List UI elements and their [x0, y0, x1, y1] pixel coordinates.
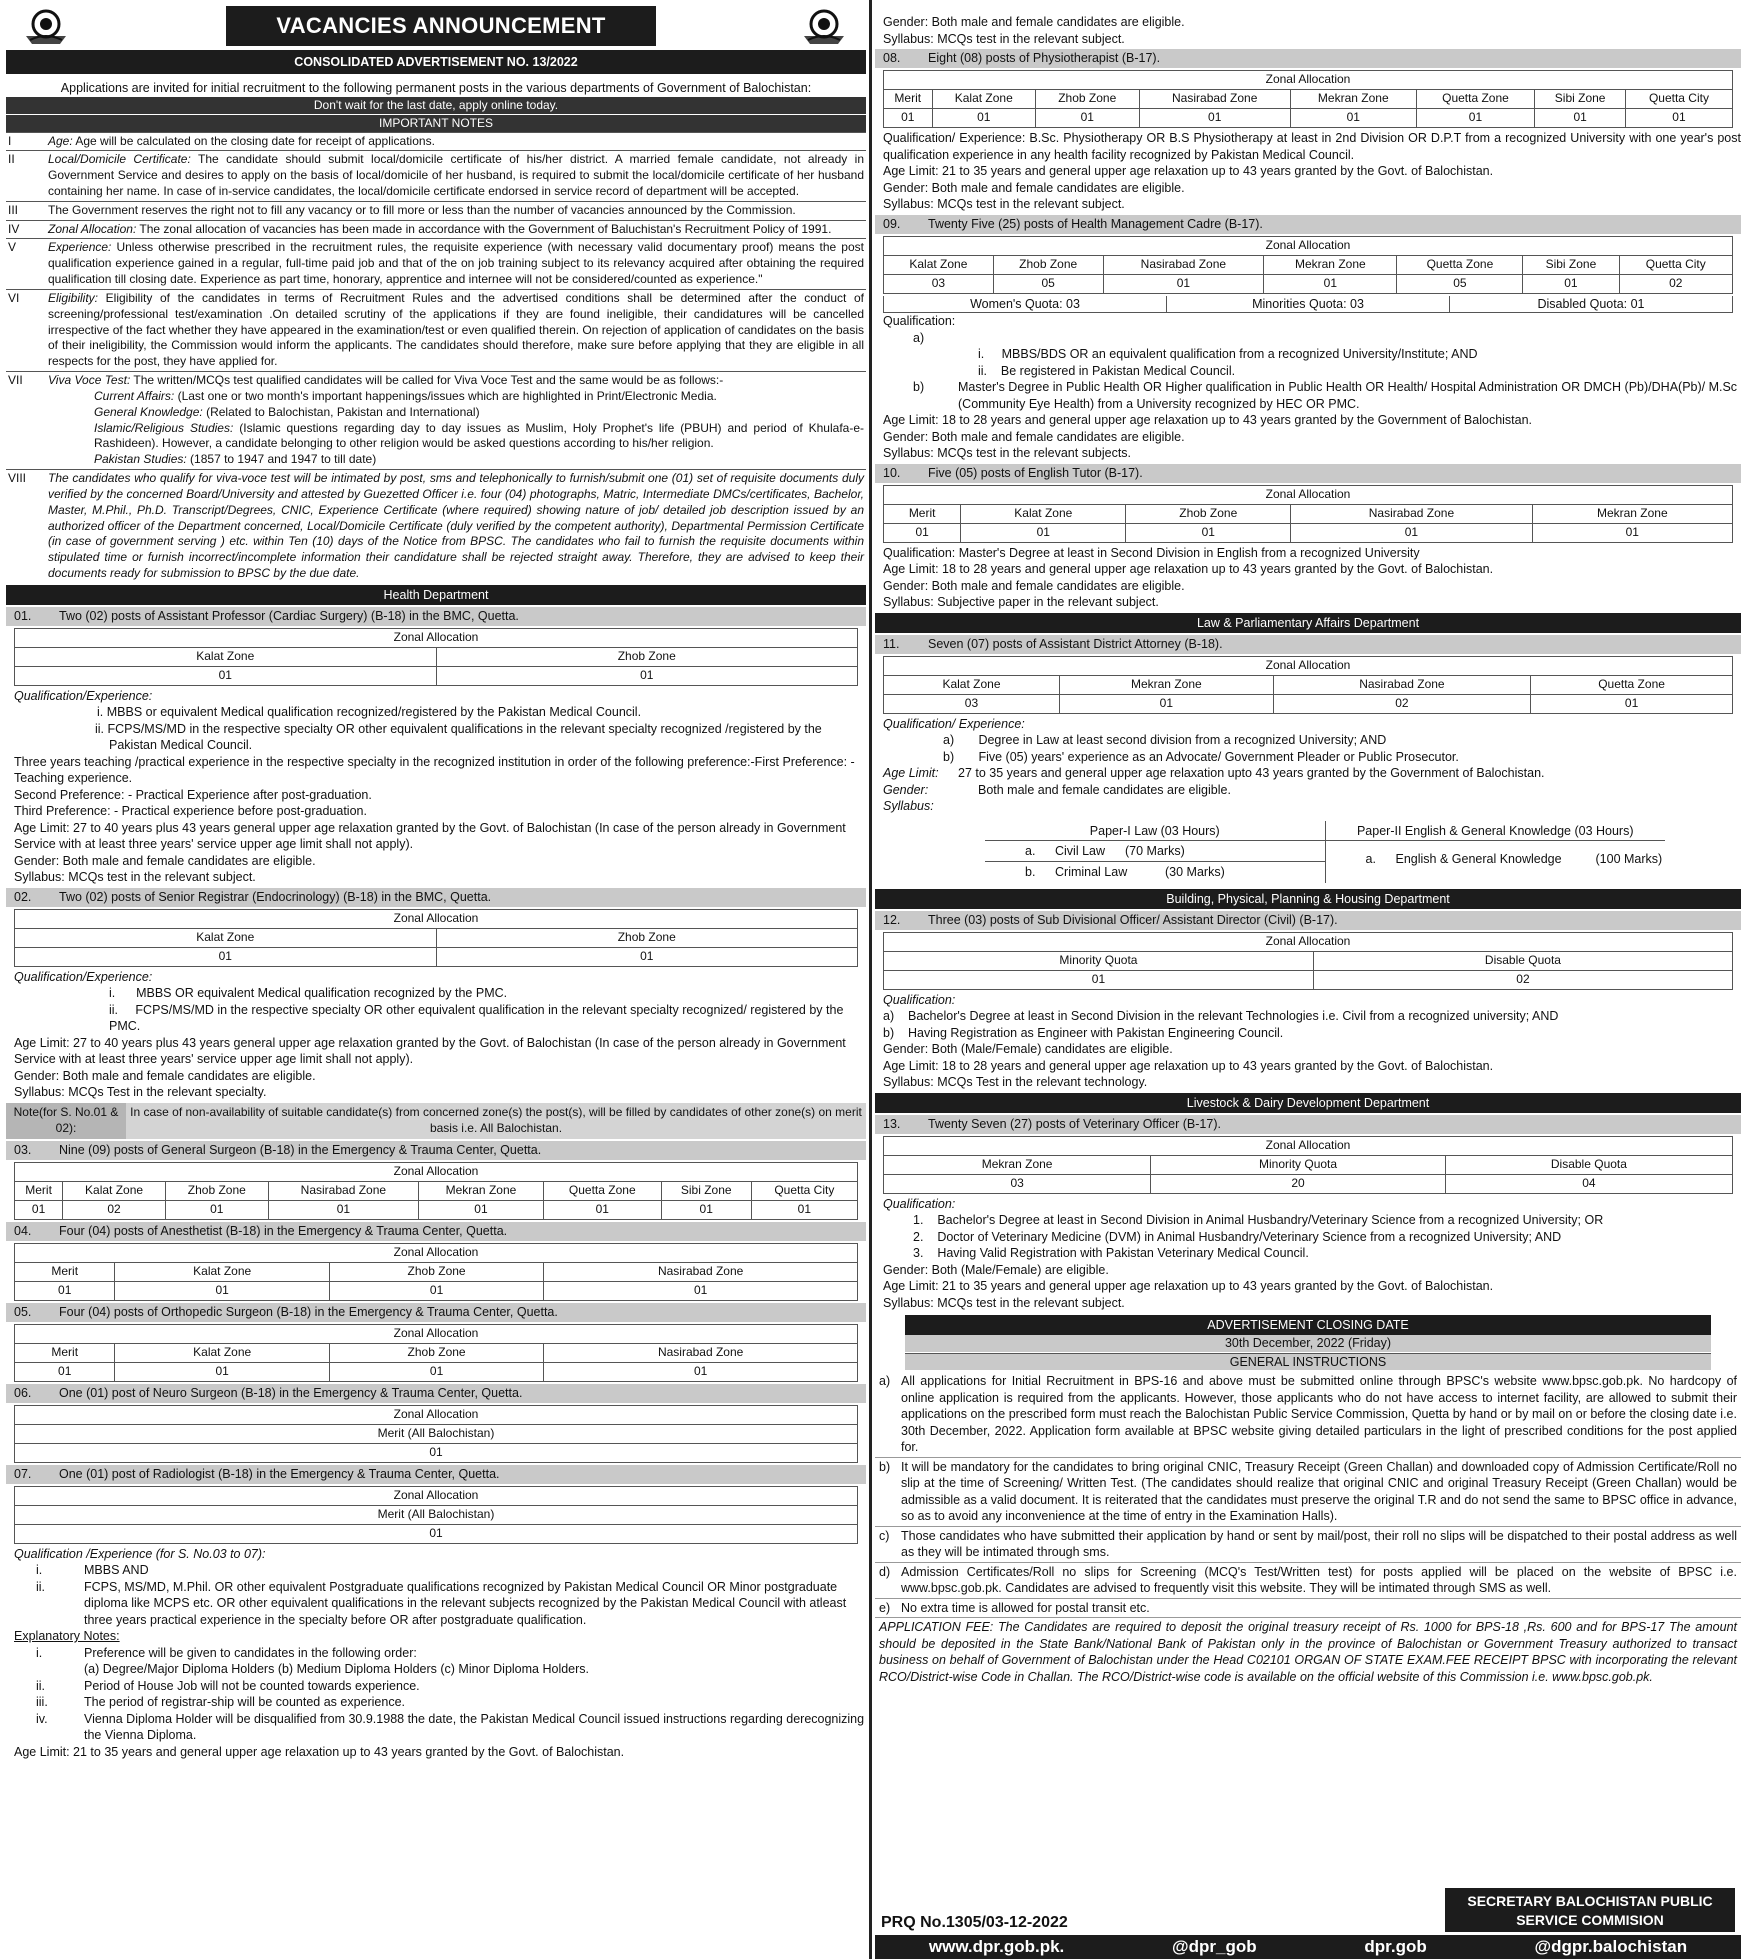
zonal-allocation-header: Zonal Allocation	[15, 1405, 858, 1424]
livestock-department-heading: Livestock & Dairy Development Department	[875, 1093, 1741, 1113]
zone-count: 01	[1036, 109, 1140, 128]
note-s01-02: Note(for S. No.01 & 02): In case of non-availability of suitable candidate(s) from concerned zone(s) the post(s), will be filled by candidates of other zone(s) on merit basis i.e. All Balochistan.	[6, 1103, 866, 1139]
zone-header: Disable Quota	[1445, 1155, 1732, 1174]
post-08-qualification: Qualification/ Experience: B.Sc. Physiotherapy OR B.S Physiotherapy at least in 2nd Division OR D.P.T from a recognized University with one year's post qualification experience in any health facility recognized by Pakistan Medical Council. Age Limit: 21 to 35 years and general upper age relaxation up to 43 years granted by the Govt. of Balochistan. Gender: Both male and female candidates are eligible. Syllabus: MCQs test in the relevant subject.	[883, 131, 1741, 211]
zonal-allocation-header: Zonal Allocation	[15, 628, 858, 647]
zone-header: Mekran Zone	[1059, 675, 1273, 694]
zone-count: 04	[1445, 1174, 1732, 1193]
important-notes-heading: IMPORTANT NOTES	[6, 115, 866, 132]
zone-header: Kalat Zone	[15, 647, 437, 666]
zone-count: 01	[1264, 274, 1397, 293]
zone-count: 01	[543, 1200, 661, 1219]
post-05-zonal-table	[14, 1324, 858, 1382]
advertisement-number: CONSOLIDATED ADVERTISEMENT NO. 13/2022	[6, 50, 866, 74]
post-01-zonal-table	[14, 628, 858, 686]
zone-count: 01	[15, 1281, 115, 1300]
page-title: VACANCIES ANNOUNCEMENT	[226, 6, 656, 46]
zone-header: Quetta City	[751, 1181, 857, 1200]
zone-count: 01	[1523, 274, 1619, 293]
apply-online-banner: Don't wait for the last date, apply online today.	[6, 97, 866, 114]
zone-count: 05	[1397, 274, 1523, 293]
post-07-heading: 07. One (01) post of Radiologist (B-18) in the Emergency & Trauma Center, Quetta.	[6, 1465, 866, 1484]
post-07-tail: Gender: Both male and female candidates are eligible. Syllabus: MCQs test in the relevant subject.	[883, 15, 1185, 46]
zone-header: Minority Quota	[1151, 1155, 1446, 1174]
zone-header: Mekran Zone	[884, 1155, 1151, 1174]
zone-count: 01	[329, 1281, 543, 1300]
zone-count: 01	[884, 109, 933, 128]
facebook-link[interactable]: @dgpr.balochistan	[1534, 1936, 1688, 1956]
zone-count: 01	[15, 1443, 858, 1462]
zone-header: Zhob Zone	[436, 928, 858, 947]
zone-count: 01	[1103, 274, 1264, 293]
zone-count: 01	[751, 1200, 857, 1219]
zone-header: Merit	[15, 1181, 63, 1200]
zone-count: 01	[15, 666, 437, 685]
website-link[interactable]: www.dpr.gob.pk.	[928, 1936, 1065, 1956]
zone-count: 01	[419, 1200, 544, 1219]
zone-header: Kalat Zone	[115, 1262, 329, 1281]
zone-count: 01	[15, 1524, 858, 1543]
zone-header: Kalat Zone	[961, 504, 1126, 523]
general-instructions-heading: GENERAL INSTRUCTIONS	[905, 1353, 1711, 1371]
zone-count: 01	[1532, 523, 1732, 542]
post-08-heading: 08. Eight (08) posts of Physiotherapist (B-17).	[875, 49, 1741, 68]
post-02-qualification: Qualification/Experience: i. MBBS OR equivalent Medical qualification recognized by the PMC. ii. FCPS/MS/MD in the respective specialty OR other equivalent qualification in the relevant specialty recognized/ registered by the PMC. Age Limit: 27 to 40 years plus 43 years general upper age relaxation granted by the Govt. of Balochistan (In case of the person already in Government Service with at least three years' service upper age limit shall not apply). Gender: Both male and female candidates are eligible. Syllabus: MCQs Test in the relevant specialty.	[14, 969, 846, 1100]
building-department-heading: Building, Physical, Planning & Housing Department	[875, 889, 1741, 909]
zonal-allocation-header: Zonal Allocation	[884, 1136, 1733, 1155]
bpsc-logo-right	[798, 6, 850, 48]
post-03-07-qualification: Qualification /Experience (for S. No.03 to 07): i. MBBS AND ii. FCPS, MS/MD, M.Phil. OR other equivalent Postgraduate qualifications recognized by Pakistan Medical Council OR Minor postgraduate diploma like MCPS etc. OR other equivalent qualifications in the relevant subjects recognized by the Pakistan Medical Council with atleast three years practical experience in the specialty before OR after postgraduate qualification. Explanatory Notes: i. Preference will be given to candidates in the following order: (a) Degree/Major Diploma Holders (b) Medium Diploma Holders (c) Minor Diploma Holders. ii. Period of House Job will not be counted towards experience. iii. The period of registrar-ship will be counted as experience. iv. Vienna Diploma Holder will be disqualified from 30.9.1988 the date, the Pakistan Medical Council issued instructions regarding derecognizing the Vienna Diploma. Age Limit: 21 to 35 years and general upper age relaxation up to 43 years granted by the Govt. of Balochistan.	[14, 1546, 865, 1759]
note-item: II Local/Domicile Certificate: The candidate should submit local/domicile certificate of his/her district. A married female candidate, not already in Government Service and desires to apply on the basis of local/domicile of her husband, is required to submit the local/domicile certificate of her husband containing her name. In case of in-service candidates, the local/domicile certificate endorsed in service record of department will be accepted.	[6, 150, 866, 200]
zone-header: Zhob Zone	[1126, 504, 1291, 523]
zone-count: 01	[932, 109, 1036, 128]
post-12-qualification: Qualification: a) Bachelor's Degree at least in Second Division in the relevant Technologies i.e. Civil from a recognized university; AND b) Having Registration as Engineer with Pakistan Engineering Council. Gender: Both (Male/Female) candidates are eligible. Age Limit: 18 to 28 years and general upper age relaxation up to 43 years granted by the Govt. of Balochistan. Syllabus: MCQs Test in the relevant technology.	[883, 992, 1559, 1089]
post-09-qualification: Qualification: a) i. MBBS/BDS OR an equivalent qualification from a recognized University/Institute; AND ii. Be registered in Pakistan Medical Council. b) Master's Degree in Public Health OR Higher qualification in Public Health OR Health/ Hospital Administration OR DMCH (Pb)/DHA(Pb)/ M.Sc (Community Eye Health) from a University recognized by HEC OR PMC. Age Limit: 18 to 28 years and general upper age relaxation up to 43 years granted by the Government of Balochistan. Gender: Both male and female candidates are eligible. Syllabus: MCQs test in the relevant subjects.	[883, 314, 1738, 460]
zone-header: Merit	[15, 1262, 115, 1281]
zone-count: 01	[661, 1200, 751, 1219]
post-03-heading: 03. Nine (09) posts of General Surgeon (B-18) in the Emergency & Trauma Center, Quetta.	[6, 1141, 866, 1160]
intro-text: Applications are invited for initial recruitment to the following permanent posts in the various departments of Government of Balochistan:	[60, 81, 812, 95]
zone-header: Disable Quota	[1313, 951, 1732, 970]
note-item: VIII The candidates who qualify for viva-voce test will be intimated by post, sms and telephonically to furnish/submit one (01) set of requisite documents duly verified by the concerned Board/University and attested by Guezetted Officer i.e. four (04) photographs, Matric, Intermediate DMCs/certificates, Bachelor, Master, M.Phil., Ph.D. Transcript/Degrees, CNIC, Experience Certificate (where required) showing nature of job/ detailed job description issued by an authorized officer of the Department concerned, Local/Domicile Certificate (duly verified by the competent authority), Departmental Permission Certificate (in case of government serving ) etc. within Ten (10) days of the Notice from BPSC. The candidates who fail to furnish the requisite documents within stipulated time or furnish incorrect/incomplete information their candidature shall be rejected straight away. Therefore, they are advised to keep their documents ready for submission to BPSC by the due date.	[6, 469, 866, 583]
zone-header: Kalat Zone	[884, 675, 1060, 694]
post-10-zonal-table	[883, 485, 1733, 543]
zone-count: 01	[436, 666, 858, 685]
zonal-allocation-header: Zonal Allocation	[884, 71, 1733, 90]
post-10-heading: 10. Five (05) posts of English Tutor (B-17).	[875, 464, 1741, 483]
zone-header: Merit	[15, 1343, 115, 1362]
zone-count: 01	[115, 1281, 329, 1300]
post-12-heading: 12. Three (03) posts of Sub Divisional Officer/ Assistant Director (Civil) (B-17).	[875, 911, 1741, 930]
social-footer	[875, 1935, 1741, 1959]
zonal-allocation-header: Zonal Allocation	[15, 1243, 858, 1262]
zone-count: 01	[165, 1200, 268, 1219]
zone-count: 01	[15, 947, 437, 966]
general-instructions: a) All applications for Initial Recruitment in BPS-16 and above must be submitted online through BPSC's website www.bpsc.gob.pk. No hardcopy of online application is required from the applicants. However, those applicants who do not have access to internet facility, are allowed to submit their applications on the prescribed form must reach the Balochistan Public Service Commission, Quetta by hand or by mail on or before the closing date i.e. 30th December, 2022. Application form available at BPSC website giving detailed particulars in the light of prescribed conditions for the post applied for. b) It will be mandatory for the candidates to bring original CNIC, Treasury Receipt (Green Challan) and downloaded copy of Admission Certificate/Roll no slip at the time of Screening/ Written Test. (The candidates should realize that original CNIC and original Treasury Receipt (Green Challan) would be admissible as a valid document. It is reiterated that the candidates must preserve the original T.R and do not send the same to BPSC office in advance, so as to avoid any inconvenience at the time of entry in the Examination Halls). c) Those candidates who have submitted their application by hand or sent by mail/post, their roll no slips will be dispatched to their postal address as well as they will be intimated through sms. d) Admission Certificates/Roll no slips for Screening (MCQ's Test/Written test) for posts applied will be placed on the website of BPSC i.e. www.bpsc.gob.pk. Candidates are advised to frequently visit this website. They will be intimated through SMS as well. e) No extra time is allowed for postal transit etc. APPLICATION FEE: The Candidates are required to deposit the original treasury receipt of Rs. 1000 for BPS-18 ,Rs. 600 and for BPS-17 The amount should be deposited in the State Bank/National Bank of Pakistan only in the province of Balochistan or Government Treasury authorized to transact business on behalf of Government of Balochistan under the Head C02101 ORGAN OF STATE EXAM.FEE RECEIPT BPSC with incorporating the relevant RCO/District-wise Code in Challan. The RCO/District-wise code is available on the official website of this Commission i.e. www.bpsc.gob.pk.	[875, 1372, 1741, 1686]
note-item: VI Eligibility: Eligibility of the candidates in terms of Recruitment Rules and the advertised conditions shall be determined after the conduct of screening/professional test/examination .On detailed scrutiny of the applications if they are found ineligible, their candidatures will be cancelled irrespective of the fact whether they have appeared in the examination/test or even qualified therein. On rejection of application of candidates on the basis of their ineligibility, the Commission would inform the applicants. The candidates should therefore, make sure before applying that they are eligible in all respects for the post, they have applied for.	[6, 289, 866, 371]
post-01-heading: 01. Two (02) posts of Assistant Professor (Cardiac Surgery) (B-18) in the BMC, Quetta.	[6, 607, 866, 626]
zone-count: 01	[1059, 694, 1273, 713]
zone-header: Quetta Zone	[1397, 255, 1523, 274]
left-column	[6, 0, 866, 1959]
zone-count: 01	[1291, 523, 1532, 542]
instagram-link[interactable]: dpr.gob	[1364, 1936, 1427, 1956]
post-02-heading: 02. Two (02) posts of Senior Registrar (Endocrinology) (B-18) in the BMC, Quetta.	[6, 888, 866, 907]
closing-date-heading: ADVERTISEMENT CLOSING DATE	[905, 1315, 1711, 1335]
zone-header: Zhob Zone	[436, 647, 858, 666]
zone-count: 01	[1531, 694, 1733, 713]
zone-count: 02	[63, 1200, 166, 1219]
zone-count: 01	[544, 1362, 858, 1381]
post-11-qualification: Qualification/ Experience: a) Degree in Law at least second division from a recognized University; AND b) Five (05) years' experience as an Advocate/ Government Pleader or Public Prosecutor. Age Limit: 27 to 35 years and general upper age relaxation upto 43 years granted by the Government of Balochistan. Gender: Both male and female candidates are eligible. Syllabus:	[883, 716, 1545, 813]
post-10-qualification: Qualification: Master's Degree at least in Second Division in English from a recognized University Age Limit: 18 to 28 years and general upper age relaxation up to 43 years granted by the Govt. of Balochistan. Gender: Both male and female candidates are eligible. Syllabus: Subjective paper in the relevant subject.	[883, 545, 1494, 609]
zone-count: 01	[1139, 109, 1290, 128]
note-item: VII Viva Voce Test: The written/MCQs test qualified candidates will be called for Viva Voce Test and the same would be as follows:- Current Affairs: (Last one or two month's important happenings/issues which are highlighted in Print/Electronic Media. General Knowledge: (Related to Balochistan, Pakistan and International) Islamic/Religious Studies: (Islamic questions regarding day to day issues as Muslim, Holy Prophet's life (PBUH) and period of Khulafa-e-Rashideen). However, a candidate belonging to other religion would be asked questions according to his/her religion. Pakistan Studies: (1857 to 1947 and 1947 to till date)	[6, 371, 866, 469]
zonal-allocation-header: Zonal Allocation	[15, 1324, 858, 1343]
zone-header: Mekran Zone	[419, 1181, 544, 1200]
zone-header: Mekran Zone	[1532, 504, 1732, 523]
prq-number: PRQ No.1305/03-12-2022	[881, 1914, 1068, 1931]
note-item: IV Zonal Allocation: The zonal allocation of vacancies has been made in accordance with the Government of Baluchistan's Recruitment Policy of 1991.	[6, 220, 866, 239]
post-07-zonal-table	[14, 1486, 858, 1544]
zone-header: Mekran Zone	[1290, 90, 1416, 109]
zone-count: 03	[884, 694, 1060, 713]
health-department-heading: Health Department	[6, 585, 866, 605]
zone-count: 01	[961, 523, 1126, 542]
zonal-allocation-header: Zonal Allocation	[15, 1486, 858, 1505]
zone-header: Nasirabad Zone	[544, 1343, 858, 1362]
zone-count: 02	[1313, 970, 1732, 989]
zone-count: 01	[1126, 523, 1291, 542]
law-department-heading: Law & Parliamentary Affairs Department	[875, 613, 1741, 633]
zone-count: 01	[115, 1362, 329, 1381]
zone-header: Zhob Zone	[165, 1181, 268, 1200]
zone-header: Nasirabad Zone	[1139, 90, 1290, 109]
zone-count: 01	[1416, 109, 1535, 128]
zone-header: Sibi Zone	[1523, 255, 1619, 274]
post-03-zonal-table	[14, 1162, 858, 1220]
note-item: III The Government reserves the right not to fill any vacancy or to fill more or less than the number of vacancies announced by the Commission.	[6, 201, 866, 220]
zonal-allocation-header: Zonal Allocation	[15, 909, 858, 928]
post-11-zonal-table	[883, 656, 1733, 714]
post-02-zonal-table	[14, 909, 858, 967]
zone-count: 20	[1151, 1174, 1446, 1193]
zonal-allocation-header: Zonal Allocation	[884, 656, 1733, 675]
zone-header: Quetta Zone	[1416, 90, 1535, 109]
post-13-qualification: Qualification: 1. Bachelor's Degree at least in Second Division in Animal Husbandry/Veterinary Science from a recognized University; OR 2. Doctor of Veterinary Medicine (DVM) in Animal Husbandry/Veterinary Science from a recognized University; AND 3. Having Valid Registration with Pakistan Veterinary Medical Council. Gender: Both (Male/Female) are eligible. Age Limit: 21 to 35 years and general upper age relaxation up to 43 years granted by the Govt. of Balochistan. Syllabus: MCQs test in the relevant subject.	[883, 1196, 1604, 1310]
zone-header: Kalat Zone	[15, 928, 437, 947]
post-09-quota-row: Women's Quota: 03 Minorities Quota: 03 Disabled Quota: 01	[883, 296, 1733, 314]
post-06-heading: 06. One (01) post of Neuro Surgeon (B-18) in the Emergency & Trauma Center, Quetta.	[6, 1384, 866, 1403]
zone-header: Nasirabad Zone	[268, 1181, 418, 1200]
zone-header: Sibi Zone	[661, 1181, 751, 1200]
zonal-allocation-header: Zonal Allocation	[884, 485, 1733, 504]
zone-count: 01	[329, 1362, 543, 1381]
zone-header: Merit (All Balochistan)	[15, 1505, 858, 1524]
twitter-link[interactable]: @dpr_gob	[1172, 1936, 1257, 1956]
closing-date: 30th December, 2022 (Friday)	[905, 1335, 1711, 1352]
bpsc-logo-left	[20, 6, 72, 48]
note-item: I Age: Age will be calculated on the closing date for receipt of applications.	[6, 132, 866, 151]
post-09-zonal-table	[883, 236, 1733, 294]
post-04-heading: 04. Four (04) posts of Anesthetist (B-18) in the Emergency & Trauma Center, Quetta.	[6, 1222, 866, 1241]
zone-header: Kalat Zone	[115, 1343, 329, 1362]
zone-count: 03	[884, 1174, 1151, 1193]
post-06-zonal-table	[14, 1405, 858, 1463]
post-12-zonal-table	[883, 932, 1733, 990]
zone-count: 01	[15, 1200, 63, 1219]
zone-header: Minority Quota	[884, 951, 1314, 970]
zone-count: 01	[884, 523, 961, 542]
zone-count: 01	[268, 1200, 418, 1219]
right-column	[875, 0, 1741, 1959]
zone-header: Zhob Zone	[993, 255, 1103, 274]
post-05-heading: 05. Four (04) posts of Orthopedic Surgeon (B-18) in the Emergency & Trauma Center, Quetta.	[6, 1303, 866, 1322]
zone-header: Zhob Zone	[329, 1343, 543, 1362]
zone-header: Quetta Zone	[543, 1181, 661, 1200]
post-04-zonal-table	[14, 1243, 858, 1301]
post-13-zonal-table	[883, 1136, 1733, 1194]
zonal-allocation-header: Zonal Allocation	[15, 1162, 858, 1181]
zone-header: Kalat Zone	[63, 1181, 166, 1200]
post-13-heading: 13. Twenty Seven (27) posts of Veterinary Officer (B-17).	[875, 1115, 1741, 1134]
zone-header: Quetta City	[1619, 255, 1733, 274]
zone-header: Sibi Zone	[1535, 90, 1626, 109]
zone-header: Quetta Zone	[1531, 675, 1733, 694]
zone-count: 02	[1619, 274, 1733, 293]
zone-header: Nasirabad Zone	[544, 1262, 858, 1281]
zone-header: Zhob Zone	[1036, 90, 1140, 109]
zone-header: Kalat Zone	[884, 255, 994, 274]
post-11-heading: 11. Seven (07) posts of Assistant District Attorney (B-18).	[875, 635, 1741, 654]
zonal-allocation-header: Zonal Allocation	[884, 932, 1733, 951]
zone-header: Merit	[884, 90, 933, 109]
zone-count: 02	[1273, 694, 1530, 713]
zone-header: Nasirabad Zone	[1291, 504, 1532, 523]
zone-count: 01	[1535, 109, 1626, 128]
note-item: V Experience: Unless otherwise prescribed in the recruitment rules, the requisite experience (with necessary valid documentary proof) means the post qualification experience gained in a regular, full-time paid job and that of the on job training subject to its relevancy acquired after obtaining the required qualification till closing date. Experience as part time, honorary, apprentice and internee will not be considered/counted as experience."	[6, 238, 866, 288]
zone-header: Quetta City	[1625, 90, 1732, 109]
zone-count: 01	[1290, 109, 1416, 128]
zone-count: 01	[15, 1362, 115, 1381]
post-08-zonal-table	[883, 70, 1733, 128]
zone-header: Merit	[884, 504, 961, 523]
post-09-heading: 09. Twenty Five (25) posts of Health Management Cadre (B-17).	[875, 215, 1741, 234]
zone-header: Nasirabad Zone	[1103, 255, 1264, 274]
post-11-syllabus-papers: Paper-I Law (03 Hours) a. Civil Law (70 Marks) b. Criminal Law (30 Marks) Paper-II English & General Knowledge (03 Hours) a. English & General Knowledge (100 Marks)	[985, 821, 1665, 883]
zone-count: 01	[884, 970, 1314, 989]
zone-header: Merit (All Balochistan)	[15, 1424, 858, 1443]
zone-header: Nasirabad Zone	[1273, 675, 1530, 694]
zone-count: 01	[544, 1281, 858, 1300]
zone-count: 03	[884, 274, 994, 293]
post-01-qualification: Qualification/Experience: i. MBBS or equivalent Medical qualification recognized/registered by the Pakistan Medical Council. ii. FCPS/MS/MD in the respective specialty OR other equivalent qualifications in the relevant specialty recognized /registered by the Pakistan Medical Council. Three years teaching /practical experience in the respective specialty in the recognized institution in order of the following preference:-First Preference: - Teaching experience. Second Preference: - Practical Experience after post-graduation. Third Preference: - Practical experience before post-graduation. Age Limit: 27 to 40 years plus 43 years general upper age relaxation granted by the Govt. of Balochistan (In case of the person already in Government Service with at least three years' service upper age limit shall not apply). Gender: Both male and female candidates are eligible. Syllabus: MCQs test in the relevant subject.	[14, 688, 855, 885]
zone-count: 05	[993, 274, 1103, 293]
zone-header: Mekran Zone	[1264, 255, 1397, 274]
zone-header: Zhob Zone	[329, 1262, 543, 1281]
zonal-allocation-header: Zonal Allocation	[884, 236, 1733, 255]
zone-header: Kalat Zone	[932, 90, 1036, 109]
zone-count: 01	[1625, 109, 1732, 128]
application-fee: APPLICATION FEE: The Candidates are required to deposit the original treasury receipt of Rs. 1000 for BPS-18 ,Rs. 600 and for BPS-17 The amount should be deposited in the State Bank/National Bank of Pakistan only in the province of Balochistan or Government Treasury authorized to transact business on behalf of Government of Balochistan under the Head C02101 ORGAN OF STATE EXAM.FEE RECEIPT BPSC with incorporating the relevant RCO/District-wise Code in Challan. The RCO/District-wise code is available on the official website of this Commission i.e. www.bpsc.gob.pk.	[879, 1620, 1737, 1684]
secretary-signature-box: SECRETARY BALOCHISTAN PUBLIC SERVICE COMMISION	[1445, 1888, 1735, 1932]
zone-count: 01	[436, 947, 858, 966]
column-divider	[869, 0, 872, 1959]
important-notes-list	[6, 132, 866, 583]
